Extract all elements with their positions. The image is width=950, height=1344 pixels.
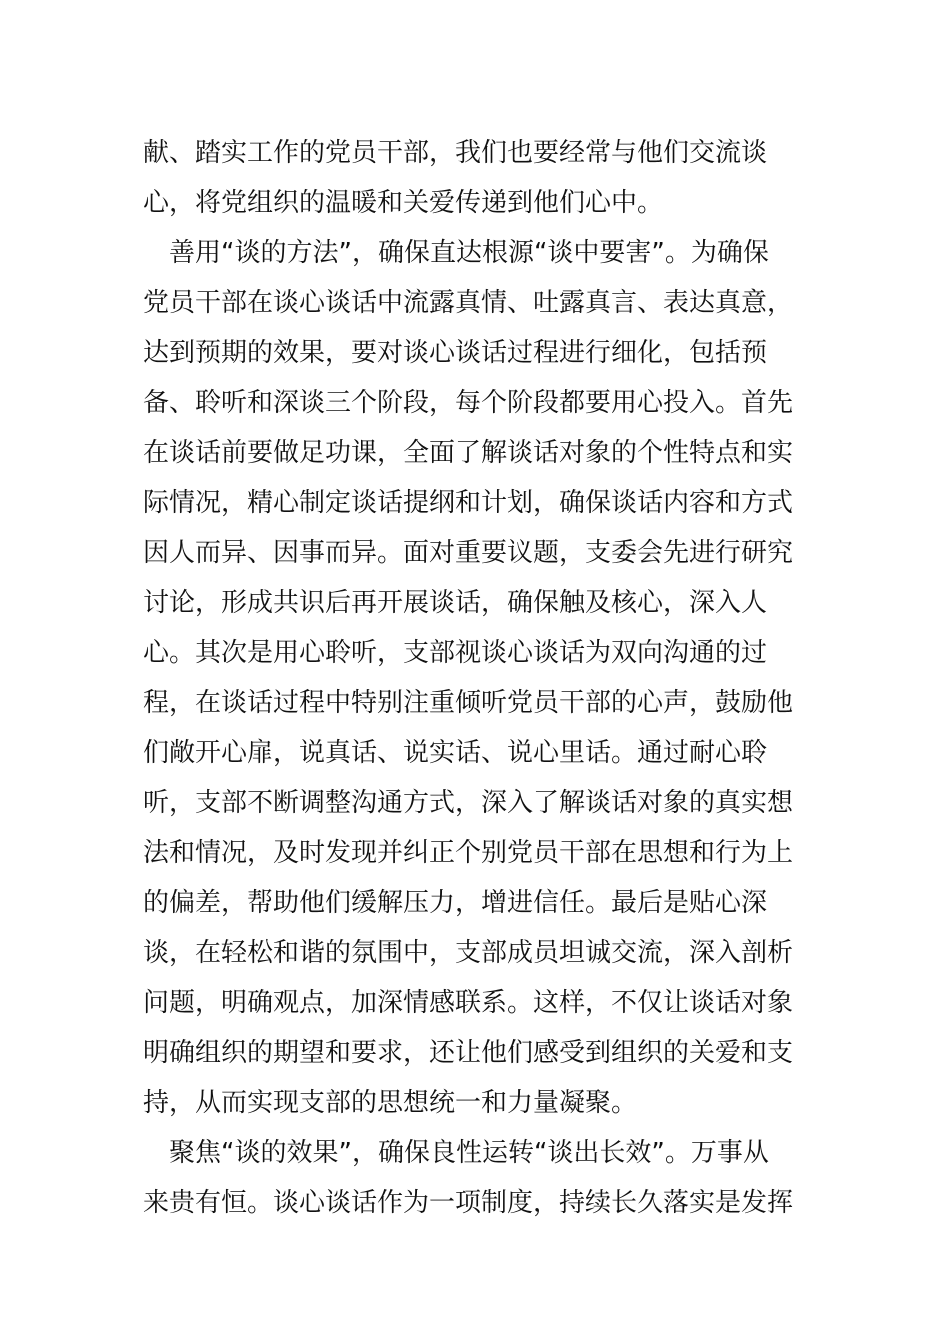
text-line: 问题，明确观点，加深情感联系。这样，不仅让谈话对象: [143, 988, 794, 1018]
text-line: 在谈话前要做足功课，全面了解谈话对象的个性特点和实: [143, 438, 794, 468]
text-line: 法和情况，及时发现并纠正个别党员干部在思想和行为上: [143, 838, 794, 868]
paragraph-start-line: 聚焦“谈的效果”，确保良性运转“谈出长效”。万事从: [169, 1138, 769, 1168]
text-line: 来贵有恒。谈心谈话作为一项制度，持续长久落实是发挥: [143, 1188, 794, 1218]
text-line: 持，从而实现支部的思想统一和力量凝聚。: [143, 1088, 638, 1118]
text-line: 的偏差，帮助他们缓解压力，增进信任。最后是贴心深: [143, 888, 768, 918]
document-body: [143, 128, 813, 1228]
text-line: 际情况，精心制定谈话提纲和计划，确保谈话内容和方式: [143, 488, 794, 518]
text-line: 党员干部在谈心谈话中流露真情、吐露真言、表达真意，: [143, 288, 794, 318]
text-line: 因人而异、因事而异。面对重要议题，支委会先进行研究: [143, 538, 794, 568]
text-line: 达到预期的效果，要对谈心谈话过程进行细化，包括预: [143, 338, 768, 368]
text-line: 们敞开心扉，说真话、说实话、说心里话。通过耐心聆: [143, 738, 768, 768]
text-line: 谈，在轻松和谐的氛围中，支部成员坦诚交流，深入剖析: [143, 938, 794, 968]
text-line: 献、踏实工作的党员干部，我们也要经常与他们交流谈: [143, 138, 768, 168]
text-line: 备、聆听和深谈三个阶段，每个阶段都要用心投入。首先: [143, 388, 794, 418]
text-line: 程，在谈话过程中特别注重倾听党员干部的心声，鼓励他: [143, 688, 794, 718]
text-line: 心，将党组织的温暖和关爱传递到他们心中。: [143, 188, 664, 218]
text-line: 讨论，形成共识后再开展谈话，确保触及核心，深入人: [143, 588, 768, 618]
text-line: 明确组织的期望和要求，还让他们感受到组织的关爱和支: [143, 1038, 794, 1068]
paragraph-start-line: 善用“谈的方法”，确保直达根源“谈中要害”。为确保: [169, 238, 769, 268]
text-line: 心。其次是用心聆听，支部视谈心谈话为双向沟通的过: [143, 638, 768, 668]
text-line: 听，支部不断调整沟通方式，深入了解谈话对象的真实想: [143, 788, 794, 818]
